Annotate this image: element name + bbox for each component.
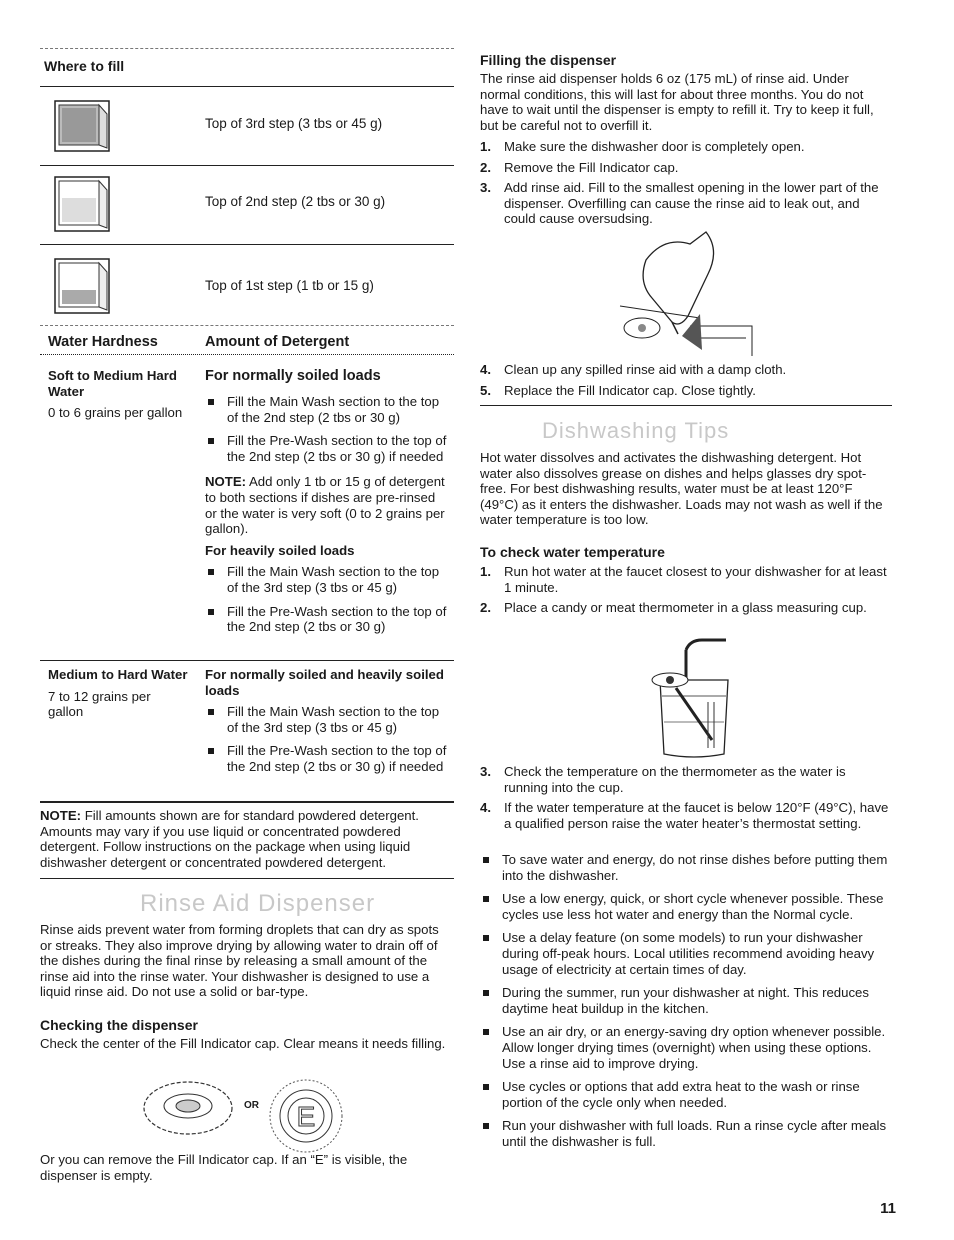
tips-intro: Hot water dissolves and activates the dishwashing detergent. Hot water also dissolves grease on dishes and helps glasses dry spot-free. For best dishwashing results, water must be at least 120°F (49°C) as it enters the dishwasher. Loads may not wash as well if the water temperature is too low. bbox=[480, 450, 883, 528]
list-item: To save water and energy, do not rinse dishes before putting them into the dishwasher. bbox=[480, 852, 892, 883]
divider bbox=[40, 244, 454, 245]
fill-row-1st-step bbox=[40, 258, 454, 318]
fill-row-3rd-step bbox=[40, 100, 454, 160]
rinse-aid-title: Rinse Aid Dispenser bbox=[140, 890, 376, 917]
or-label: OR bbox=[244, 1100, 259, 1111]
list-item: 2. Remove the Fill Indicator cap. bbox=[480, 159, 679, 175]
fill-indicator-cap-empty-icon bbox=[266, 1076, 346, 1156]
list-item: During the summer, run your dishwasher at night. This reduces daytime heat buildup in the kitchen. bbox=[480, 985, 892, 1016]
divider bbox=[40, 165, 454, 166]
normal-loads-heading: For normally soiled loads bbox=[205, 368, 381, 384]
list-item: Fill the Main Wash section to the top of the 2nd step (2 tbs or 30 g) bbox=[205, 394, 450, 425]
list-item: 2. Place a candy or meat thermometer in a glass measuring cup. bbox=[480, 600, 867, 616]
energy-tips-list bbox=[480, 852, 892, 1150]
note-label: NOTE: bbox=[40, 808, 82, 823]
amount-of-detergent-header: Amount of Detergent bbox=[205, 334, 350, 350]
divider bbox=[480, 405, 892, 406]
list-item: Fill the Pre-Wash section to the top of the 2nd step (2 tbs or 30 g) if needed bbox=[205, 433, 450, 464]
hard-water-cell bbox=[48, 667, 188, 720]
temperature-steps bbox=[480, 564, 892, 616]
detergent-cup-3rd-step-icon bbox=[54, 100, 110, 152]
water-hardness-header: Water Hardness bbox=[48, 334, 158, 350]
list-item: Run your dishwasher with full loads. Run a rinse cycle after meals until the dishwasher is full. bbox=[480, 1118, 892, 1149]
heavy-loads-heading: For heavily soiled loads bbox=[205, 542, 355, 558]
fill-row-label: Top of 1st step (1 tb or 15 g) bbox=[205, 278, 374, 293]
list-item: Use a low energy, quick, or short cycle whenever possible. These cycles use less hot water and energy than the Normal cycle. bbox=[480, 891, 892, 922]
divider bbox=[40, 325, 454, 326]
list-item: 5. Replace the Fill Indicator cap. Close tightly. bbox=[480, 382, 756, 398]
list-item: Fill the Main Wash section to the top of the 3rd step (3 tbs or 45 g) bbox=[205, 564, 450, 595]
measuring-cup-thermometer-icon bbox=[646, 636, 736, 760]
divider bbox=[40, 48, 454, 49]
divider bbox=[40, 660, 454, 661]
filling-dispenser-intro: The rinse aid dispenser holds 6 oz (175 mL) of rinse aid. Under normal conditions, this will last for about three months. You do not have to wait until the dispenser is empty to refill it. Try to keep it full, but be careful not to overfill it. bbox=[480, 71, 874, 133]
temperature-steps-after bbox=[480, 764, 892, 831]
where-to-fill-heading: Where to fill bbox=[44, 58, 125, 74]
list-item: 3. Check the temperature on the thermometer as the water is running into the cup. bbox=[480, 764, 846, 795]
remove-cap-text: Or you can remove the Fill Indicator cap. If an “E” is visible, the dispenser is empty. bbox=[40, 1152, 408, 1183]
list-item: Use a delay feature (on some models) to run your dishwasher during off-peak hours. Local utilities recommend avoiding heavy usage of electricity at certain times of day. bbox=[480, 930, 892, 977]
bottom-note bbox=[40, 808, 454, 870]
soft-water-grains: 0 to 6 grains per gallon bbox=[48, 405, 183, 421]
list-item: Fill the Main Wash section to the top of the 3rd step (3 tbs or 45 g) bbox=[205, 704, 450, 735]
soft-water-detergent-cell bbox=[205, 368, 450, 635]
rinse-aid-bottle-pouring-icon bbox=[616, 230, 756, 356]
note-text: Fill amounts shown are for standard powdered detergent. Amounts may vary if you use liquid or concentrated powdered detergent. Follow instructions on the package when using liquid dishwasher detergent or concentrated powdered detergent. bbox=[40, 808, 419, 870]
list-item: 3. Add rinse aid. Fill to the smallest opening in the lower part of the dispenser. Overfilling can cause the rinse aid to leak out, and could cause oversudsing. bbox=[480, 180, 879, 227]
fill-indicator-cap-clear-icon bbox=[140, 1076, 240, 1138]
detergent-cup-2nd-step-icon bbox=[54, 176, 110, 232]
list-item: Fill the Pre-Wash section to the top of the 2nd step (2 tbs or 30 g) if needed bbox=[205, 743, 450, 774]
dishwashing-tips-title: Dishwashing Tips bbox=[542, 418, 730, 443]
fill-row-label: Top of 2nd step (2 tbs or 30 g) bbox=[205, 194, 386, 209]
list-item: 4. If the water temperature at the faucet is below 120°F (49°C), have a qualified person raise the water heater’s thermostat setting. bbox=[480, 800, 889, 831]
filling-steps bbox=[480, 139, 892, 227]
note-text: Add only 1 tb or 15 g of detergent to both sections if dishes are pre-rinsed or the water is very soft (0 to 2 grains per gallon). bbox=[205, 474, 445, 537]
page-number: 11 bbox=[880, 1200, 896, 1217]
list-item: Fill the Pre-Wash section to the top of the 2nd step (2 tbs or 30 g) bbox=[205, 604, 450, 635]
list-item: 1. Run hot water at the faucet closest to your dishwasher for at least 1 minute. bbox=[480, 564, 887, 595]
fill-row-label: Top of 3rd step (3 tbs or 45 g) bbox=[205, 116, 383, 131]
note-label: NOTE: bbox=[205, 474, 247, 490]
detergent-cup-1st-step-icon bbox=[54, 258, 110, 314]
hard-water-title: Medium to Hard Water bbox=[48, 667, 188, 682]
divider bbox=[40, 86, 454, 87]
check-water-temperature-heading: To check water temperature bbox=[480, 544, 665, 560]
filling-dispenser-heading: Filling the dispenser bbox=[480, 52, 617, 68]
fill-row-2nd-step bbox=[40, 176, 454, 236]
list-item: Use cycles or options that add extra heat to the wash or rinse portion of the cycle only when needed. bbox=[480, 1079, 892, 1110]
rinse-aid-intro: Rinse aids prevent water from forming droplets that can dry as spots or streaks. They also improve drying by allowing water to drain off of the dishes during the final rinse by releasing a small amount of the rinse aid into the rinse water. Your dishwasher is designed to use a liquid rinse aid. Do not use a solid or bar-type. bbox=[40, 922, 439, 1000]
soft-water-cell bbox=[48, 368, 188, 421]
hard-water-grains: 7 to 12 grains per gallon bbox=[48, 688, 151, 720]
soft-water-note bbox=[205, 474, 450, 536]
checking-dispenser-text: Check the center of the Fill Indicator cap. Clear means it needs filling. bbox=[40, 1036, 446, 1051]
cap-e-letter: E bbox=[296, 1101, 316, 1132]
divider bbox=[40, 354, 454, 355]
divider bbox=[40, 801, 454, 803]
checking-dispenser-heading: Checking the dispenser bbox=[40, 1017, 198, 1033]
hard-water-detergent-cell bbox=[205, 667, 450, 775]
list-item: 1. Make sure the dishwasher door is completely open. bbox=[480, 139, 805, 154]
soft-water-title: Soft to Medium Hard Water bbox=[48, 368, 177, 399]
list-item: 4. Clean up any spilled rinse aid with a damp cloth. bbox=[480, 362, 787, 377]
divider bbox=[40, 878, 454, 879]
filling-steps-after bbox=[480, 362, 892, 398]
list-item: Use an air dry, or an energy-saving dry option whenever possible. Allow longer drying times (overnight) when using these options. Use a rinse aid to improve drying. bbox=[480, 1024, 892, 1071]
hard-water-heading: For normally soiled and heavily soiled loads bbox=[205, 667, 444, 698]
